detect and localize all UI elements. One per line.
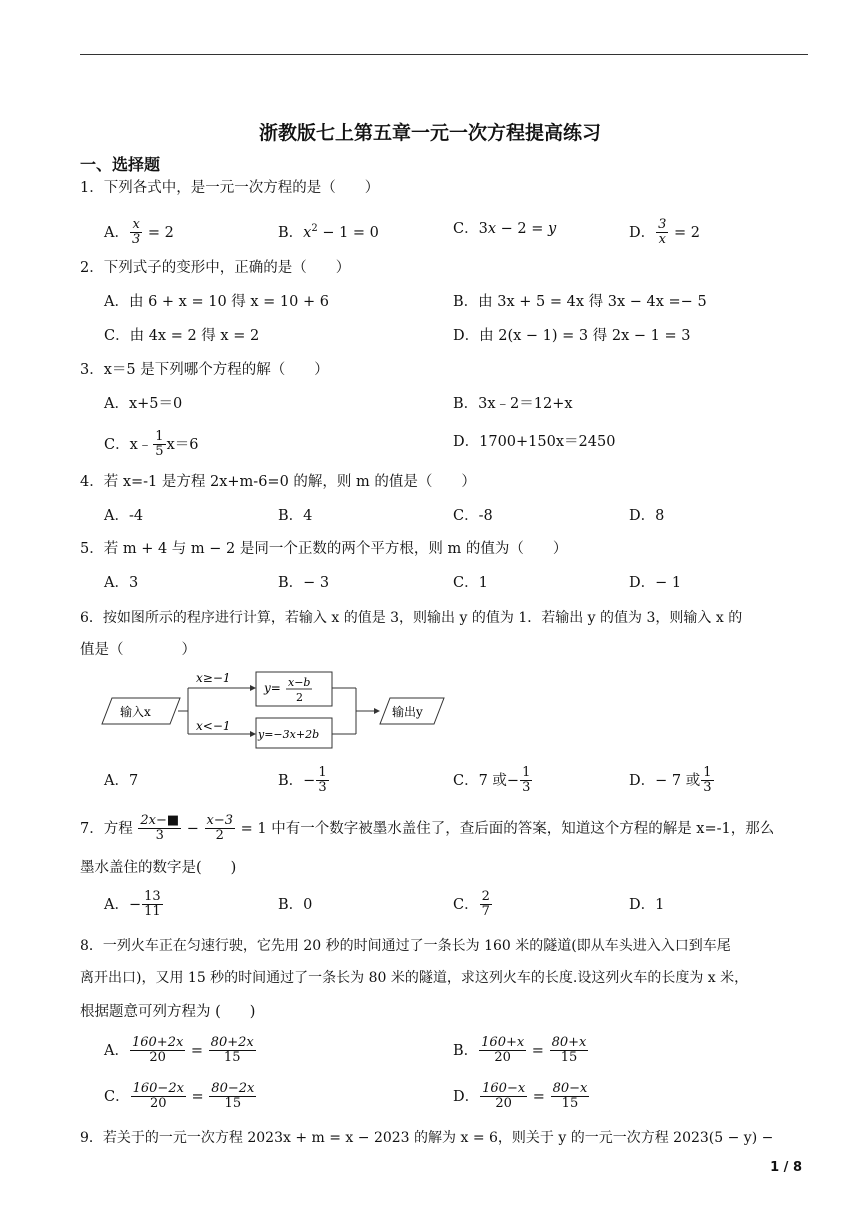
question-1-stem: 1．下列各式中，是一元一次方程的是（ ） — [80, 180, 380, 196]
q5-option-a[interactable]: A．3 — [104, 575, 139, 591]
flow-condition-1: x≥−1 — [196, 671, 231, 685]
q4-option-d[interactable]: D．8 — [629, 508, 665, 524]
question-8-stem-line3: 根据题意可列方程为 ( ) — [80, 1004, 256, 1020]
question-8-stem-line2: 离开出口)，又用 15 秒的时间通过了一条长为 80 米的隧道，求这列火车的长度.设这列火车的长度为 x 米， — [80, 970, 749, 986]
svg-text:y=−3x+2b: y=−3x+2b — [258, 728, 320, 741]
q8-option-d[interactable]: D． $\frac{160-x}{20}$ = $\frac{80-x}{15}$ — [453, 1081, 588, 1112]
q3-option-d[interactable]: D．1700+150x＝2450 — [453, 434, 616, 450]
q3-option-b[interactable]: B．3x﹣2＝12+x — [453, 396, 573, 412]
q3-option-a[interactable]: A．x+5＝0 — [104, 396, 183, 412]
question-6-stem-line1: 6．按如图所示的程序进行计算，若输入 x 的值是 3，则输出 y 的值为 1．若输出 y 的值为 3，则输入 x 的 — [80, 610, 743, 626]
q7-option-d[interactable]: D．1 — [629, 897, 665, 913]
q5-option-d[interactable]: D．− 1 — [629, 575, 682, 591]
question-6-stem-line2: 值是（ ） — [80, 642, 196, 658]
q4-option-b[interactable]: B．4 — [278, 508, 313, 524]
flow-output-label: 输出y — [392, 705, 423, 719]
q2-option-c[interactable]: C．由 4x = 2 得 x = 2 — [104, 328, 260, 344]
flow-input-label: 输入x — [120, 705, 151, 719]
q4-option-c[interactable]: C．-8 — [453, 508, 493, 524]
q8-option-c[interactable]: C． $\frac{160-2x}{20}$ = $\frac{80-2x}{15}$ — [104, 1081, 255, 1112]
question-5-stem: 5．若 m + 4 与 m − 2 是同一个正数的两个平方根，则 m 的值为（ ） — [80, 541, 568, 557]
q1-option-c[interactable]: C．3x − 2 = y — [453, 221, 557, 237]
question-9-stem: 9．若关于的一元一次方程 2023x + m = x − 2023 的解为 x = 6，则关于 y 的一元一次方程 2023(5 − y) − — [80, 1130, 774, 1146]
q3-option-c[interactable]: C．x﹣ $\frac{1}{5}$ x＝6 — [104, 429, 199, 460]
q1-option-d[interactable]: D． $\frac{3}{x}$ = 2 — [629, 217, 701, 248]
q7-option-a[interactable]: A．− $\frac{13}{11}$ — [104, 889, 161, 920]
flow-condition-2: x<−1 — [196, 719, 231, 733]
q1-option-b[interactable]: B．$x^2 - 1 = 0$ — [278, 223, 379, 241]
q2-option-b[interactable]: B．由 3x + 5 = 4x 得 3x − 4x =− 5 — [453, 294, 707, 310]
q2-option-a[interactable]: A．由 6 + x = 10 得 x = 10 + 6 — [104, 294, 329, 310]
svg-text:2: 2 — [296, 691, 303, 704]
flowchart-diagram — [98, 664, 448, 750]
question-7-stem-line2: 墨水盖住的数字是( ) — [80, 860, 237, 876]
q5-option-c[interactable]: C．1 — [453, 575, 488, 591]
section-heading: 一、选择题 — [80, 155, 161, 174]
question-8-stem-line1: 8．一列火车正在匀速行驶，它先用 20 秒的时间通过了一条长为 160 米的隧道(即从车头进入入口到车尾 — [80, 938, 731, 954]
q7-option-b[interactable]: B．0 — [278, 897, 313, 913]
question-7-stem-line1: 7．方程 $\frac{2x-■}{3}$ − $\frac{x-3}{2}$ = 1 中有一个数字被墨水盖住了，查后面的答案，知道这个方程的解是 x=-1，那么 — [80, 813, 775, 844]
header-rule — [80, 54, 808, 55]
q6-option-a[interactable]: A．7 — [104, 773, 139, 789]
q6-option-d[interactable]: D．− 7 或 $\frac{1}{3}$ — [629, 765, 712, 796]
page-number: 1 / 8 — [770, 1160, 802, 1175]
q8-option-a[interactable]: A． $\frac{160+2x}{20}$ = $\frac{80+2x}{15}$ — [104, 1035, 254, 1066]
q4-option-a[interactable]: A．-4 — [104, 508, 144, 524]
q6-option-c[interactable]: C．7 或− $\frac{1}{3}$ — [453, 765, 531, 796]
question-2-stem: 2．下列式子的变形中，正确的是（ ） — [80, 260, 351, 276]
q6-option-b[interactable]: B．− $\frac{1}{3}$ — [278, 765, 327, 796]
question-3-stem: 3．x＝5 是下列哪个方程的解（ ） — [80, 362, 329, 378]
q2-option-d[interactable]: D．由 2(x − 1) = 3 得 2x − 1 = 3 — [453, 328, 691, 344]
svg-text:x−b: x−b — [288, 676, 311, 689]
svg-text:y=: y= — [264, 681, 281, 695]
q1-option-a[interactable]: A． $\frac{x}{3}$ = 2 — [104, 217, 174, 248]
q5-option-b[interactable]: B．− 3 — [278, 575, 330, 591]
q7-option-c[interactable]: C． $\frac{2}{7}$ — [453, 889, 490, 920]
page-title: 浙教版七上第五章一元一次方程提高练习 — [258, 122, 601, 144]
question-4-stem: 4．若 x=-1 是方程 2x+m-6=0 的解，则 m 的值是（ ） — [80, 474, 476, 490]
q8-option-b[interactable]: B． $\frac{160+x}{20}$ = $\frac{80+x}{15}$ — [453, 1035, 587, 1066]
